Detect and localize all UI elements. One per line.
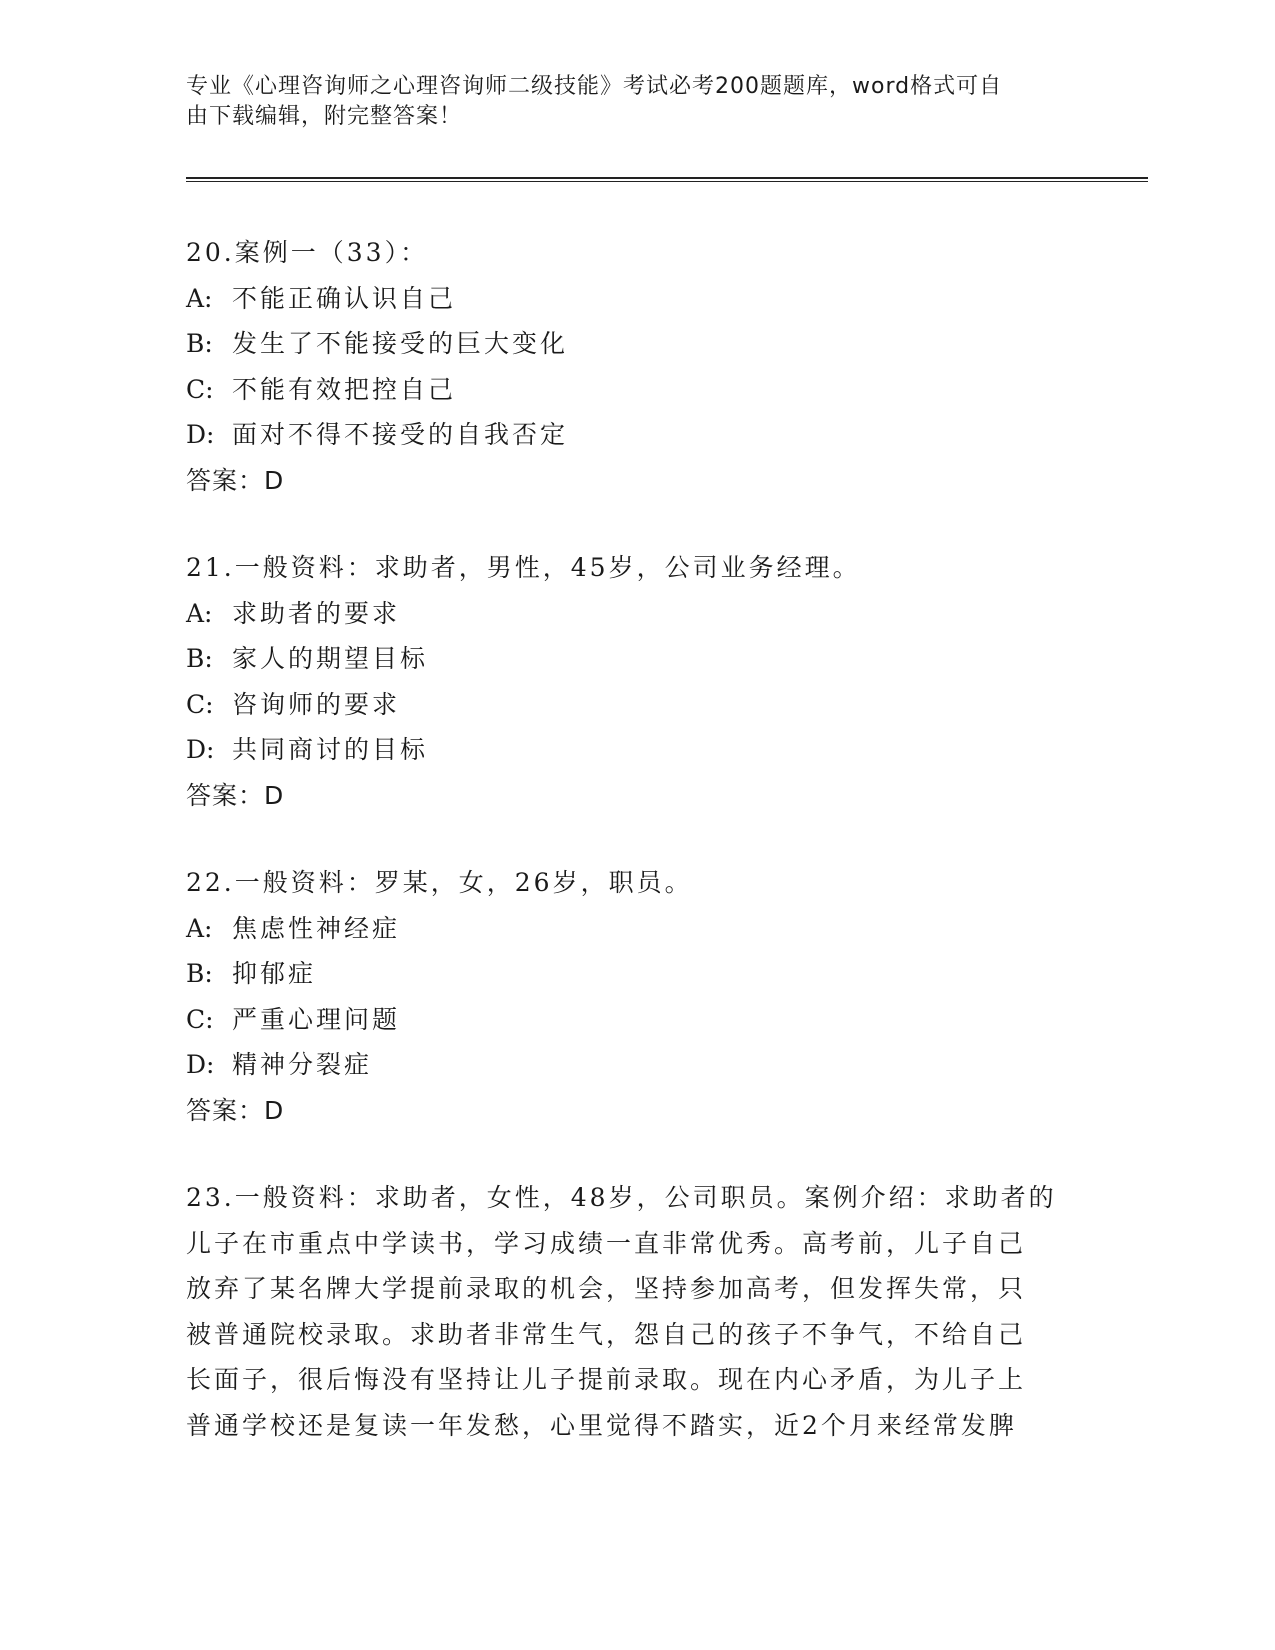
question-20 xyxy=(186,230,1086,503)
question-title: 21.一般资料：求助者，男性，45岁，公司业务经理。 xyxy=(186,553,861,582)
option-letter: D: xyxy=(186,1050,215,1079)
option-letter: B: xyxy=(186,644,213,673)
option-c xyxy=(186,367,1086,413)
question-title: 22.一般资料：罗某，女，26岁，职员。 xyxy=(186,868,693,897)
option-text: 共同商讨的目标 xyxy=(232,735,429,764)
paragraph-line: 儿子在市重点中学读书，学习成绩一直非常优秀。高考前，儿子自己 xyxy=(186,1228,1027,1258)
question-23 xyxy=(186,1175,1066,1448)
question-list xyxy=(186,230,1086,1448)
option-b xyxy=(186,636,1086,682)
paragraph-line: 被普通院校录取。求助者非常生气，怨自己的孩子不争气，不给自己 xyxy=(186,1319,1027,1349)
option-letter: C: xyxy=(186,1004,214,1034)
option-letter: A: xyxy=(186,283,213,313)
option-letter: C: xyxy=(186,374,214,404)
option-text: 焦虑性神经症 xyxy=(232,913,401,943)
option-text: 精神分裂症 xyxy=(232,1050,373,1079)
option-letter: C: xyxy=(186,689,214,719)
option-text: 不能正确认识自己 xyxy=(232,283,457,313)
header-line-2: 由下载编辑，附完整答案！ xyxy=(186,104,463,129)
option-a xyxy=(186,276,1086,322)
option-text: 咨询师的要求 xyxy=(232,689,401,719)
question-title: 20.案例一（33）： xyxy=(186,238,429,267)
option-d xyxy=(186,727,1086,773)
option-text: 发生了不能接受的巨大变化 xyxy=(232,329,569,358)
document-header xyxy=(186,72,1066,132)
option-letter: D: xyxy=(186,420,215,449)
option-letter: B: xyxy=(186,329,213,358)
header-line-1: 专业《心理咨询师之心理咨询师二级技能》考试必考200题题库，word格式可自 xyxy=(186,74,1003,99)
option-a xyxy=(186,906,1086,952)
answer-line: 答案：D xyxy=(186,465,285,495)
option-letter: B: xyxy=(186,959,213,988)
paragraph-line: 普通学校还是复读一年发愁，心里觉得不踏实，近2个月来经常发脾 xyxy=(186,1410,1017,1440)
option-d xyxy=(186,412,1086,458)
option-text: 严重心理问题 xyxy=(232,1004,401,1034)
header-divider-thin xyxy=(186,181,1148,182)
paragraph-line: 放弃了某名牌大学提前录取的机会，坚持参加高考，但发挥失常，只 xyxy=(186,1274,1027,1303)
option-d xyxy=(186,1042,1086,1088)
option-letter: A: xyxy=(186,598,213,628)
option-text: 面对不得不接受的自我否定 xyxy=(232,420,569,449)
answer-line: 答案：D xyxy=(186,780,285,810)
paragraph-line: 23.一般资料：求助者，女性，48岁，公司职员。案例介绍：求助者的 xyxy=(186,1183,1057,1212)
option-text: 抑郁症 xyxy=(232,959,317,988)
option-text: 不能有效把控自己 xyxy=(232,374,457,404)
header-divider-thick xyxy=(186,177,1148,179)
answer-line: 答案：D xyxy=(186,1095,285,1125)
question-22 xyxy=(186,860,1086,1133)
option-letter: A: xyxy=(186,913,213,943)
option-text: 求助者的要求 xyxy=(232,598,401,628)
question-21 xyxy=(186,545,1086,818)
option-text: 家人的期望目标 xyxy=(232,644,429,673)
option-letter: D: xyxy=(186,735,215,764)
option-b xyxy=(186,321,1086,367)
option-a xyxy=(186,591,1086,637)
option-c xyxy=(186,997,1086,1043)
paragraph-line: 长面子，很后悔没有坚持让儿子提前录取。现在内心矛盾，为儿子上 xyxy=(186,1365,1027,1394)
option-c xyxy=(186,682,1086,728)
option-b xyxy=(186,951,1086,997)
